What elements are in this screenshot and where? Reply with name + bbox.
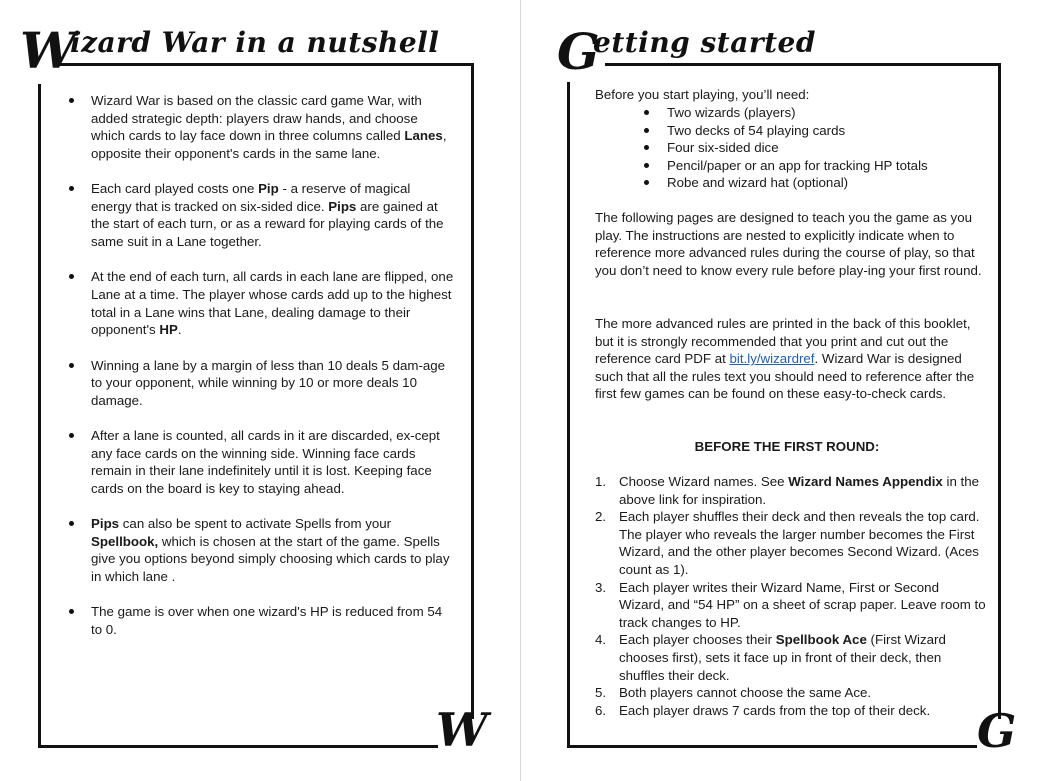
text-run: Winning a lane by a margin of less than 10 deals 5 dam-age to your opponent, while winning by 10 or more deals 10 damage. xyxy=(91,357,446,408)
rule-bullet xyxy=(68,268,454,338)
rule-bullet xyxy=(68,427,454,497)
setup-step xyxy=(595,702,987,720)
left-frame-left xyxy=(38,84,41,748)
setup-step xyxy=(595,473,987,508)
needs-item: Robe and wizard hat (optional) xyxy=(642,174,928,192)
corner-letter: W xyxy=(436,703,488,757)
text-run: (First Wizard chooses first), sets it face up in front of their deck, then shuffles their deck. xyxy=(619,632,946,683)
text-run: At the end of each turn, all cards in each lane are flipped, one Lane at a time. The player whose cards add up to the highest total in a Lane wins that Lane, dealing damage to their opponent's xyxy=(91,269,454,338)
needs-list xyxy=(642,104,928,192)
needs-item: Pencil/paper or an app for tracking HP totals xyxy=(642,157,928,175)
text-run: are gained at the start of each turn, or as a reward for playing cards of the same suit in a Lane together. xyxy=(91,198,444,249)
rule-bullet xyxy=(68,603,454,638)
left-frame-top xyxy=(60,63,474,66)
text-run: which is chosen at the start of the game. Spells give you options beyond simply choosing which cards to play in which lane . xyxy=(91,533,450,585)
bold-term: Lanes xyxy=(404,128,443,144)
section-heading: BEFORE THE FIRST ROUND: xyxy=(694,439,880,454)
text-run: Each card played costs one xyxy=(91,181,259,197)
text-run: Choose Wizard names. See xyxy=(619,474,789,489)
left-frame-bottom xyxy=(38,745,438,748)
text-run: Each player chooses their xyxy=(619,632,776,648)
page-title: izard War in a nutshell xyxy=(70,26,440,59)
needs-item: Four six-sided dice xyxy=(642,139,928,157)
bold-term: Spellbook, xyxy=(91,533,159,549)
step-number: 2. xyxy=(595,509,607,525)
corner-letter: G xyxy=(977,704,1017,758)
heading-drop-cap: G xyxy=(557,22,600,81)
text-run: , opposite their opponent's cards in the same lane. xyxy=(91,128,447,161)
bold-term: Pip xyxy=(258,181,279,197)
paragraph-text: The more advanced rules are printed in the back of this booklet, but it is strongly recommended that you print and cut out the reference card PDF at xyxy=(595,316,971,367)
needs-item: Two decks of 54 playing cards xyxy=(642,122,928,140)
setup-step xyxy=(595,579,987,632)
text-run: Each player writes their Wizard Name, First or Second Wizard, and “54 HP” on a sheet of scrap paper. Leave room to track changes to HP. xyxy=(619,579,986,630)
text-run: The game is over when one wizard's HP is reduced from 54 to 0. xyxy=(91,604,443,638)
intro-text: Before you start playing, you’ll need: xyxy=(595,87,810,102)
text-run: Both players cannot choose the same Ace. xyxy=(619,685,872,701)
bold-term: Pips xyxy=(328,198,357,214)
step-number: 3. xyxy=(595,579,607,595)
right-page xyxy=(521,0,1039,781)
step-number: 4. xyxy=(595,632,607,648)
reference-link[interactable]: bit.ly/wizardref xyxy=(729,351,815,367)
text-run: - a reserve of magical energy that is tracked on six-sided dice. xyxy=(91,181,411,214)
text-run: in the above link for inspiration. xyxy=(619,474,980,507)
paragraph-how-to-learn: The following pages are designed to teach you the game as you play. The instructions are nested to explicitly indicate when to reference more advanced rules during the course of play, so that you don’t need to know every rule before play-ing your first round. xyxy=(595,210,982,278)
text-run: . xyxy=(177,322,182,338)
text-run: Each player shuffles their deck and then reveals the top card. The player who reveals the larger number becomes the First Wizard, and the other player becomes Second Wizard. (Aces count as 1). xyxy=(619,509,980,577)
rule-bullet xyxy=(68,515,454,585)
rule-bullet xyxy=(68,92,454,162)
setup-step xyxy=(595,684,987,702)
paragraph-reference-card xyxy=(595,315,987,403)
page-title: etting started xyxy=(593,26,816,59)
rules-bullet-list xyxy=(68,92,454,656)
paragraph-text: . Wizard War is designed such that all the rules text you should need to reference after the first few games can be found on these easy-to-check cards. xyxy=(595,351,975,402)
heading-drop-cap: W xyxy=(20,21,77,80)
rule-bullet xyxy=(68,357,454,410)
needs-item: Two wizards (players) xyxy=(642,104,928,122)
setup-steps-list xyxy=(595,473,987,719)
text-run: Each player draws 7 cards from the top of their deck. xyxy=(619,702,931,718)
right-frame-left xyxy=(567,82,570,748)
setup-step xyxy=(595,508,987,578)
right-frame-right xyxy=(998,63,1001,719)
rule-bullet xyxy=(68,180,454,250)
bold-term: HP xyxy=(159,322,178,338)
step-number: 6. xyxy=(595,702,607,718)
bold-term: Pips xyxy=(91,516,120,532)
right-frame-top xyxy=(605,63,1001,66)
step-number: 1. xyxy=(595,474,607,489)
text-run: can also be spent to activate Spells from your xyxy=(119,516,392,532)
bold-term: Wizard Names Appendix xyxy=(788,474,943,489)
text-run: After a lane is counted, all cards in it are discarded, ex-cept any face cards on the winning side. Winning face cards remain in their lane indefinitely until it is lost. Keeping face cards on the board is key to staying ahead. xyxy=(91,428,440,496)
right-frame-bottom xyxy=(567,745,977,748)
left-frame-right xyxy=(471,63,474,719)
text-run: Wizard War is based on the classic card game War, with added strategic depth: players draw hands, and choose which cards to lay face down in three columns called xyxy=(91,93,422,144)
bold-term: Spellbook Ace xyxy=(775,632,867,648)
setup-step xyxy=(595,631,987,684)
step-number: 5. xyxy=(595,685,607,701)
